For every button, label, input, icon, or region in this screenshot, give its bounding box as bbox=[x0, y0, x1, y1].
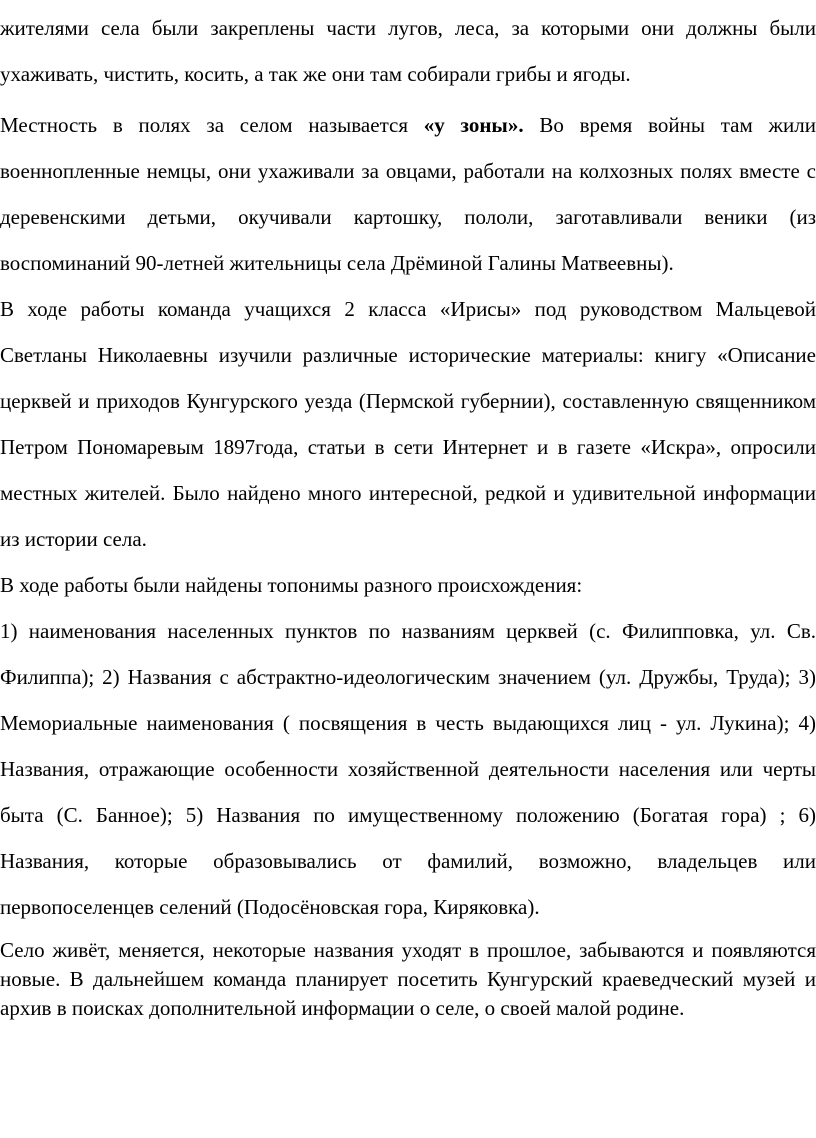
place-name-u-zony: «у зоны». bbox=[423, 113, 524, 137]
paragraph-u-zony-rest: Во время войны там жили военнопленные немцы, они ухаживали за овцами, работали на колхозных полях вместе с деревенскими детьми, окучивали картошку, пололи, заготавливали веники (из воспоминаний 90-летней жительницы села Дрёминой Галины Матвеевны). bbox=[0, 113, 816, 275]
paragraph-toponyms-list: 1) наименования населенных пунктов по названиям церквей (с. Филипповка, ул. Св. Филиппа); 2) Названия с абстрактно-идеологическим значением (ул. Дружбы, Труда); 3) Мемориальные наименования ( посвящения в честь выдающихся лиц - ул. Лукина); 4) Названия, отражающие особенности хозяйственной деятельности населения или черты быта (С. Банное); 5) Названия по имущественному положению (Богатая гора) ; 6) Названия, которые образовывались от фамилий, возможно, владельцев или первопоселенцев селений (Подосёновская гора, Киряковка). bbox=[0, 619, 816, 919]
paragraph-meadows: жителями села были закреплены части лугов, леса, за которыми они должны были ухаживать, чистить, косить, а так же они там собирали грибы и ягоды. bbox=[0, 16, 816, 86]
paragraph-u-zony bbox=[0, 102, 816, 286]
paragraph-conclusion: Село живёт, меняется, некоторые названия уходят в прошлое, забываются и появляются новые. В дальнейшем команда планирует посетить Кунгурский краеведческий музей и архив в поисках дополнительной информации о селе, о своей малой родине. bbox=[0, 938, 816, 1020]
paragraph-toponyms-intro: В ходе работы были найдены топонимы разного происхождения: bbox=[0, 573, 583, 597]
paragraph-research-team: В ходе работы команда учащихся 2 класса «Ирисы» под руководством Мальцевой Светланы Николаевны изучили различные исторические материалы: книгу «Описание церквей и приходов Кунгурского уезда (Пермской губернии), составленную священником Петром Пономаревым 1897года, статьи в сети Интернет и в газете «Искра», опросили местных жителей. Было найдено много интересной, редкой и удивительной информации из истории села. bbox=[0, 297, 816, 551]
paragraph-u-zony-intro: Местность в полях за селом называется bbox=[0, 113, 424, 137]
